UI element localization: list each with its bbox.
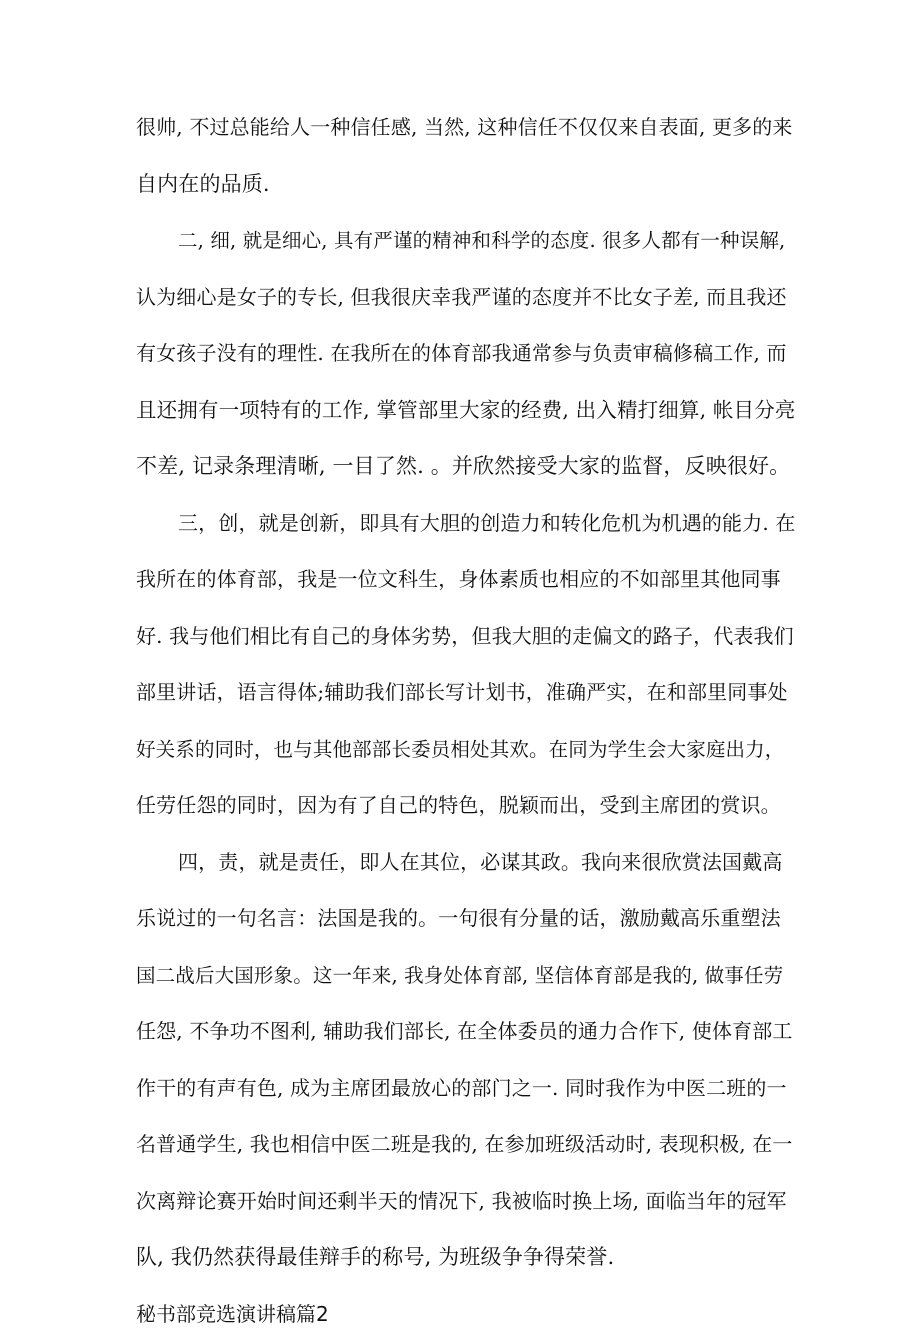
text-line: 很帅, 不过总能给人一种信任感, 当然, 这种信任不仅仅来自表面, 更多的来 <box>136 115 793 139</box>
paragraph-start-line: 二, 细, 就是细心, 具有严谨的精神和科学的态度. 很多人都有一种误解, <box>178 229 786 252</box>
text-line: 队, 我仍然获得最佳辩手的称号, 为班级争争得荣誉. <box>136 1245 615 1269</box>
text-line: 认为细心是女子的专长, 但我很庆幸我严谨的态度并不比女子差, 而且我还 <box>136 284 787 309</box>
text-line: 好. 我与他们相比有自己的身体劣势，但我大胆的走偏文的路子，代表我们 <box>136 623 794 648</box>
text-line: 且还拥有一项特有的工作, 掌管部里大家的经费, 出入精打细算, 帐目分亮 <box>136 397 796 422</box>
text-line: 好关系的同时，也与其他部部长委员相处其欢。在同为学生会大家庭出力， <box>136 737 785 761</box>
document-body <box>136 112 796 1330</box>
text-line: 作干的有声有色, 成为主席团最放心的部门之一. 同时我作为中医二班的一 <box>136 1075 787 1100</box>
section-heading: 秘书部竞选演讲稿篇2 <box>136 1301 329 1326</box>
paragraph-start-line: 四，责，就是责任，即人在其位，必谋其政。我向来很欣赏法国戴高 <box>178 849 783 874</box>
text-line: 有女孩子没有的理性. 在我所在的体育部我通常参与负责审稿修稿工作, 而 <box>136 341 787 365</box>
text-line: 我所在的体育部，我是一位文科生，身体素质也相应的不如部里其他同事 <box>136 567 781 591</box>
text-line: 部里讲话，语言得体;辅助我们部长写计划书，准确严实，在和部里同事处 <box>136 680 788 704</box>
text-line: 任怨, 不争功不图利, 辅助我们部长, 在全体委员的通力合作下, 使体育部工 <box>136 1019 793 1043</box>
paragraph-start-line: 三，创，就是创新，即具有大胆的创造力和转化危机为机遇的能力. 在 <box>178 510 796 535</box>
text-line: 乐说过的一句名言：法国是我的。一句很有分量的话，激励戴高乐重塑法 <box>136 906 781 930</box>
text-line: 任劳任怨的同时，因为有了自己的特色，脱颖而出，受到主席团的赏识。 <box>136 793 781 817</box>
text-line: 国二战后大国形象。这一年来, 我身处体育部, 坚信体育部是我的, 做事任劳 <box>136 963 784 987</box>
text-line: 名普通学生, 我也相信中医二班是我的, 在参加班级活动时, 表现积极, 在一 <box>136 1132 793 1156</box>
text-line: 不差, 记录条理清晰, 一目了然. 。并欣然接受大家的监督，反映很好。 <box>136 454 791 478</box>
text-line: 自内在的品质. <box>136 171 270 196</box>
text-line: 次离辩论赛开始时间还剩半天的情况下, 我被临时换上场, 面临当年的冠军 <box>136 1188 787 1213</box>
